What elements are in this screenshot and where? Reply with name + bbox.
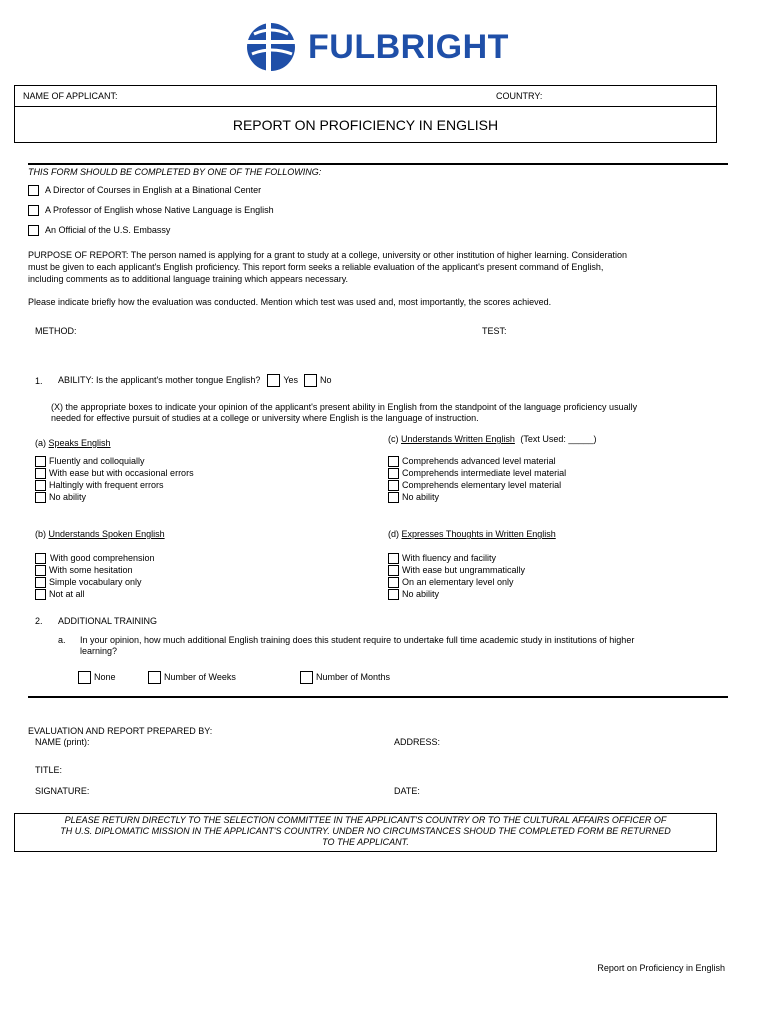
option-row[interactable]: With ease but with occasional errors xyxy=(35,467,194,479)
globe-icon xyxy=(246,22,296,72)
option-row[interactable]: On an elementary level only xyxy=(388,576,525,588)
checkbox[interactable] xyxy=(35,468,46,479)
spoken-heading: (b) Understands Spoken English xyxy=(35,529,165,539)
checkbox[interactable] xyxy=(78,671,91,684)
logo-wordmark: FULBRIGHT xyxy=(308,28,509,66)
date-label: DATE: xyxy=(394,786,420,796)
country-label: COUNTRY: xyxy=(496,91,543,101)
option-row[interactable]: Comprehends intermediate level material xyxy=(388,467,566,479)
training-question: In your opinion, how much additional English training does this student require to undertake full time academic study in institutions of higher learning? xyxy=(80,635,635,656)
option-row[interactable]: With good comprehension xyxy=(35,552,155,564)
checkbox[interactable] xyxy=(28,185,39,196)
option-row[interactable]: Comprehends advanced level material xyxy=(388,455,566,467)
training-title: ADDITIONAL TRAINING xyxy=(58,616,158,626)
option-row[interactable]: With fluency and facility xyxy=(388,552,525,564)
name-print-label: NAME (print): xyxy=(35,737,90,747)
speaks-heading: (a) Speaks English xyxy=(35,438,111,448)
checkbox[interactable] xyxy=(35,553,46,564)
yes-checkbox[interactable] xyxy=(267,374,280,387)
form-title: REPORT ON PROFICIENCY IN ENGLISH xyxy=(232,117,499,133)
no-checkbox[interactable] xyxy=(304,374,317,387)
checkbox[interactable] xyxy=(35,565,46,576)
option-row[interactable]: Fluently and colloquially xyxy=(35,455,194,467)
box-divider xyxy=(15,106,716,107)
checkbox[interactable] xyxy=(28,205,39,216)
checkbox[interactable] xyxy=(28,225,39,236)
option-row[interactable]: Comprehends elementary level material xyxy=(388,479,566,491)
checkbox[interactable] xyxy=(300,671,313,684)
checkbox[interactable] xyxy=(35,480,46,491)
training-option-weeks[interactable]: Number of Weeks xyxy=(148,671,236,684)
checkbox[interactable] xyxy=(388,589,399,600)
speaks-options xyxy=(35,455,194,503)
ability-instruction: (X) the appropriate boxes to indicate your opinion of the applicant's present ability in English from the standpoint of the language proficiency usually needed for effective pursuit of studies at a college or university where English is the language of instruction. xyxy=(51,402,638,423)
separator-top xyxy=(28,163,728,165)
spoken-options xyxy=(35,552,155,600)
checkbox[interactable] xyxy=(388,456,399,467)
page-footer: Report on Proficiency in English xyxy=(597,963,725,973)
option-row[interactable]: With some hesitation xyxy=(35,564,155,576)
prepared-heading: EVALUATION AND REPORT PREPARED BY: xyxy=(28,726,213,736)
checkbox[interactable] xyxy=(388,468,399,479)
ability-question: ABILITY: Is the applicant's mother tongue English? Yes No xyxy=(58,375,332,385)
training-option-months[interactable]: Number of Months xyxy=(300,671,390,684)
training-sub-label: a. xyxy=(58,635,66,645)
checkbox[interactable] xyxy=(148,671,161,684)
completed-by-heading: THIS FORM SHOULD BE COMPLETED BY ONE OF THE FOLLOWING: xyxy=(28,167,322,177)
checkbox[interactable] xyxy=(35,577,46,588)
indicate-text: Please indicate briefly how the evaluation was conducted. Mention which test was used and, most importantly, the scores achieved. xyxy=(28,297,552,307)
completed-by-option[interactable]: An Official of the U.S. Embassy xyxy=(28,225,170,236)
expresses-heading: (d) Expresses Thoughts in Written English xyxy=(388,529,556,539)
ability-number: 1. xyxy=(35,376,43,386)
test-label: TEST: xyxy=(482,326,507,336)
address-label: ADDRESS: xyxy=(394,737,441,747)
option-row[interactable]: Not at all xyxy=(35,588,155,600)
fulbright-logo xyxy=(246,22,516,74)
checkbox[interactable] xyxy=(35,589,46,600)
signature-label: SIGNATURE: xyxy=(35,786,90,796)
separator-bottom xyxy=(28,696,728,698)
checkbox[interactable] xyxy=(35,492,46,503)
written-heading: (c) Understands Written English (Text Used: _____) xyxy=(388,434,597,444)
method-label: METHOD: xyxy=(35,326,77,336)
checkbox[interactable] xyxy=(388,577,399,588)
checkbox[interactable] xyxy=(388,553,399,564)
applicant-box xyxy=(14,85,717,143)
option-row[interactable]: Haltingly with frequent errors xyxy=(35,479,194,491)
completed-by-option[interactable]: A Director of Courses in English at a Binational Center xyxy=(28,185,261,196)
option-row[interactable]: No ability xyxy=(388,588,525,600)
name-of-applicant-label: NAME OF APPLICANT: xyxy=(23,91,118,101)
option-row[interactable]: Simple vocabulary only xyxy=(35,576,155,588)
written-options xyxy=(388,455,566,503)
checkbox[interactable] xyxy=(388,492,399,503)
expresses-options xyxy=(388,552,525,600)
checkbox[interactable] xyxy=(35,456,46,467)
return-notice-box: PLEASE RETURN DIRECTLY TO THE SELECTION COMMITTEE IN THE APPLICANT'S COUNTRY OR TO THE CULTURAL AFFAIRS OFFICER OF TH U.S. DIPLOMATIC MISSION IN THE APPLICANT'S COUNTRY. UNDER NO CIRCUMSTANCES SHOUD THE COMPLETED FORM BE RETURNED TO THE APPLICANT. xyxy=(14,813,717,852)
title-label: TITLE: xyxy=(35,765,63,775)
purpose-text: PURPOSE OF REPORT: The person named is applying for a grant to study at a college, university or other institution of higher learning. Consideration must be given to each applicant's English proficiency. This report form seeks a reliable evaluation of the applicant's present command of English, including comments as to additional language training which appears necessary. xyxy=(28,250,627,284)
option-row[interactable]: No ability xyxy=(388,491,566,503)
option-row[interactable]: No ability xyxy=(35,491,194,503)
completed-by-option[interactable]: A Professor of English whose Native Language is English xyxy=(28,205,274,216)
training-option-none[interactable]: None xyxy=(78,671,116,684)
checkbox[interactable] xyxy=(388,565,399,576)
option-row[interactable]: With ease but ungrammatically xyxy=(388,564,525,576)
training-number: 2. xyxy=(35,616,43,626)
checkbox[interactable] xyxy=(388,480,399,491)
